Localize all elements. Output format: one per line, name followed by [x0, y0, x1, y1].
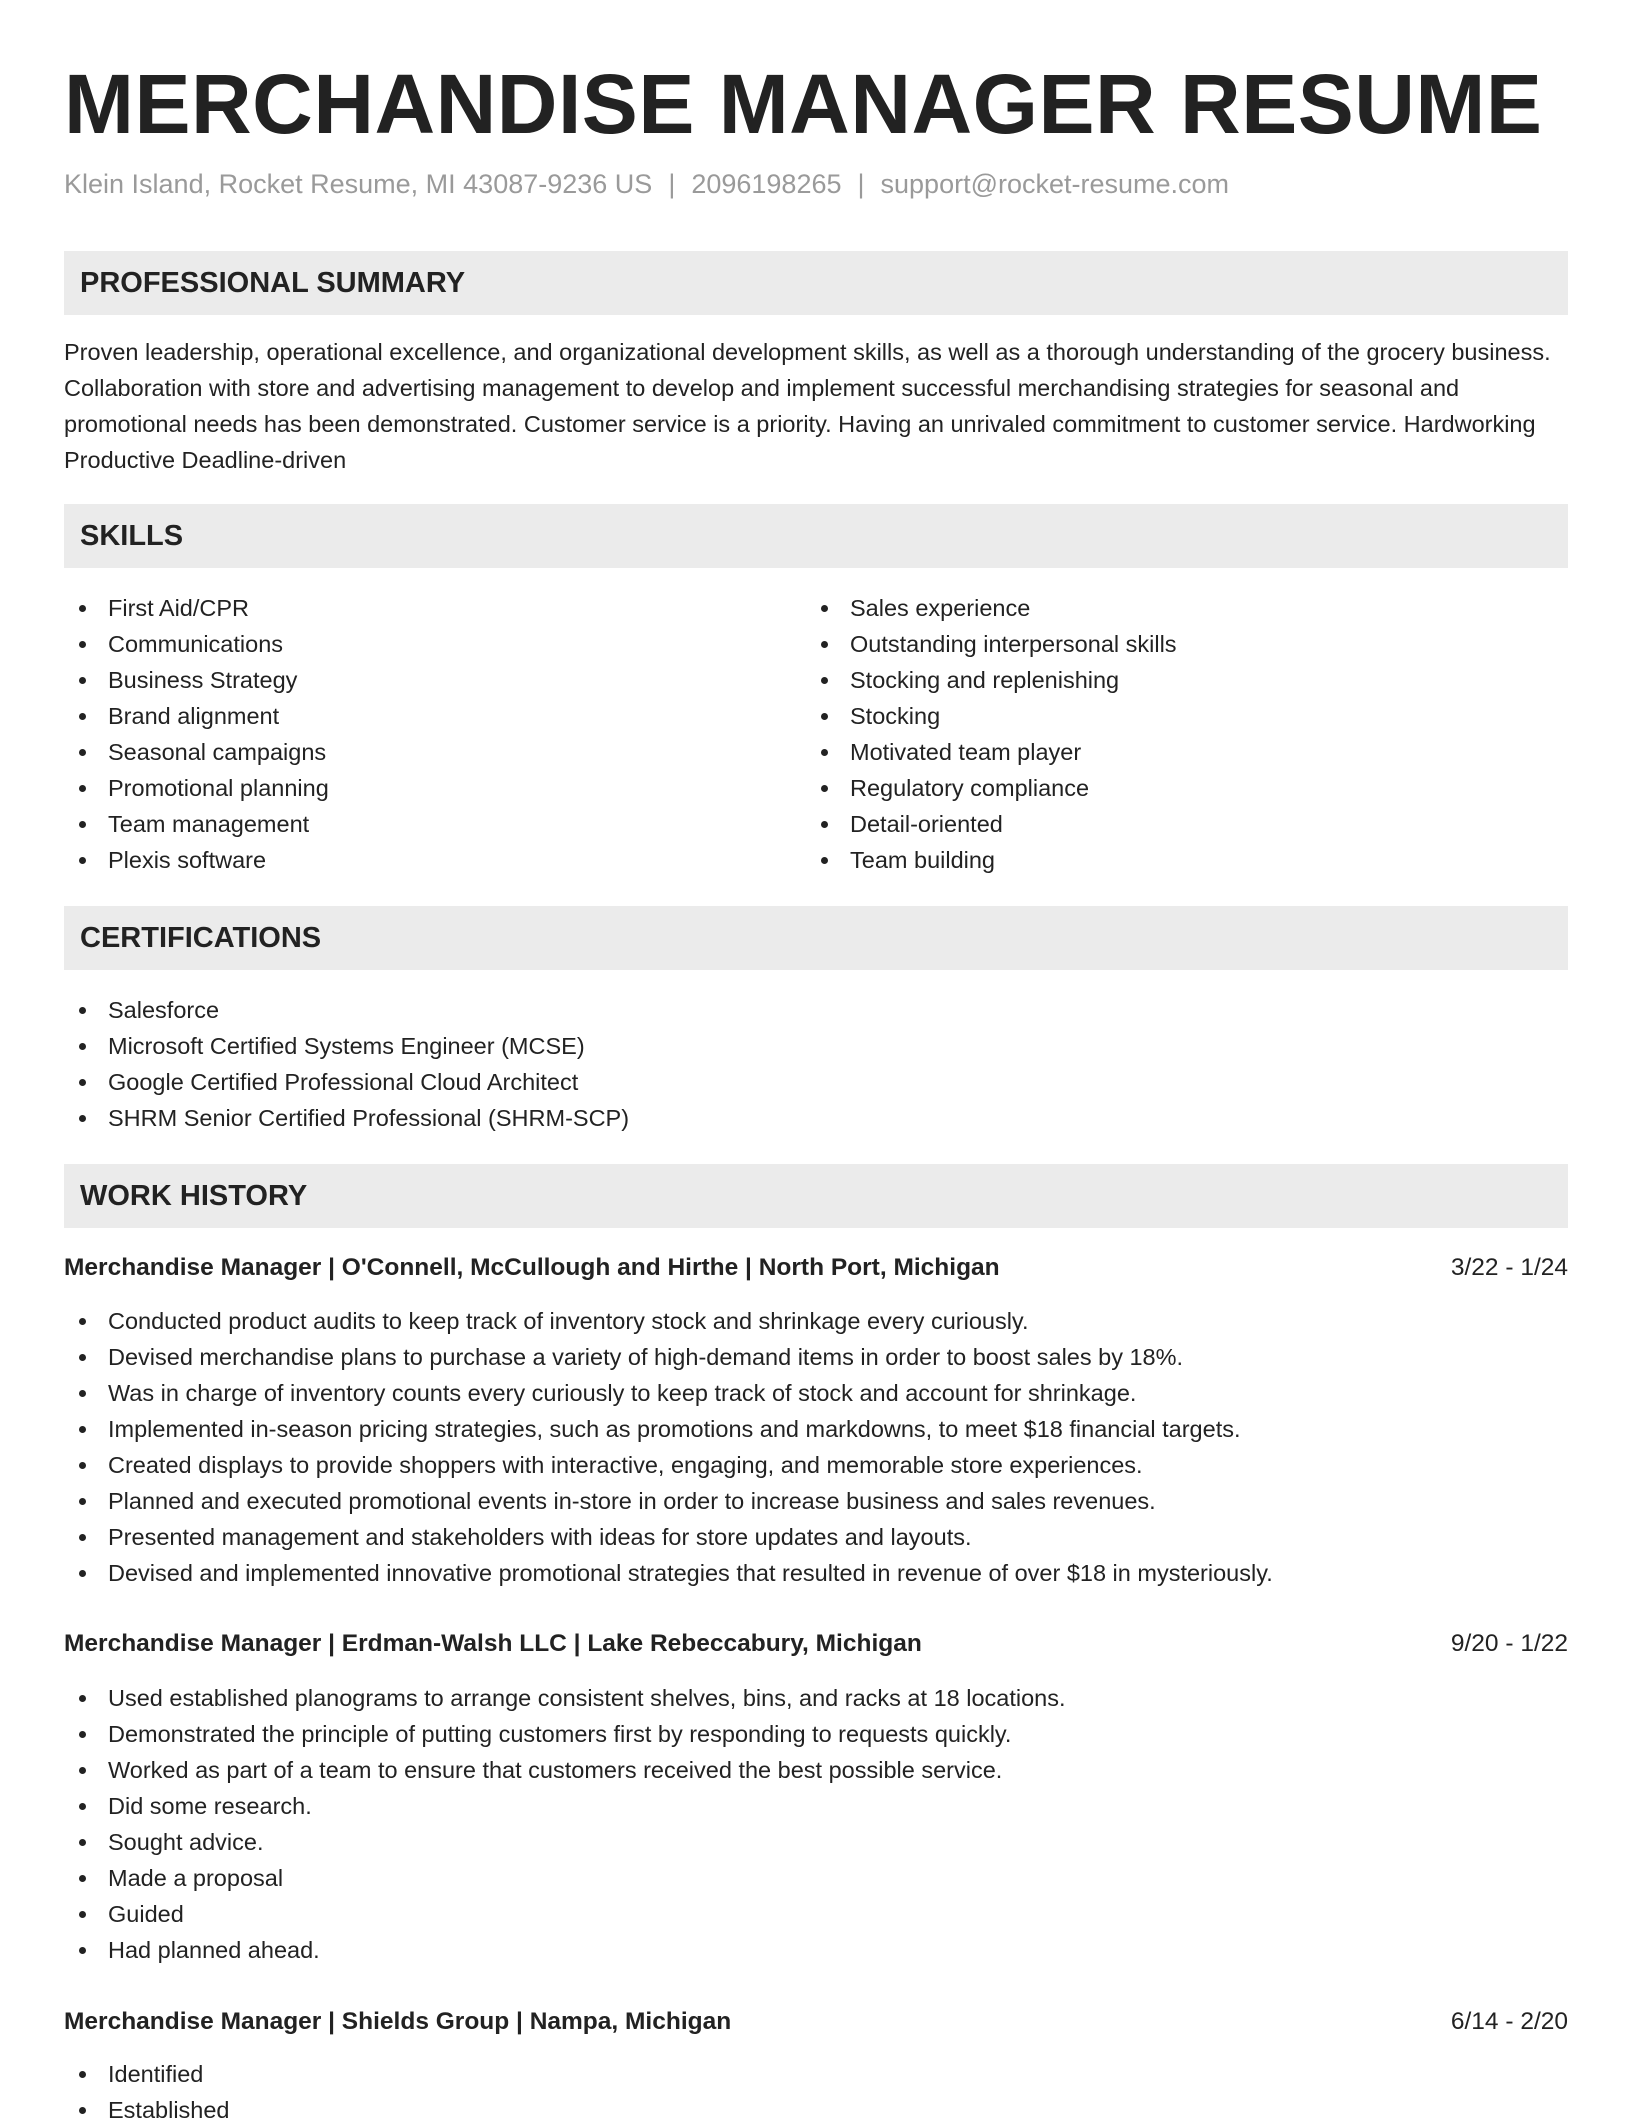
list-item: Microsoft Certified Systems Engineer (MCSE): [64, 1028, 1568, 1064]
list-item: Devised merchandise plans to purchase a variety of high-demand items in order to boost sales by 18%.: [64, 1339, 1568, 1375]
list-item: Salesforce: [64, 992, 1568, 1028]
list-item: Business Strategy: [64, 662, 804, 698]
list-item: Established: [64, 2092, 1568, 2128]
job-bullets: [64, 2056, 1568, 2128]
skills-list-right: [806, 590, 1546, 878]
list-item: Google Certified Professional Cloud Architect: [64, 1064, 1568, 1100]
list-item: Used established planograms to arrange consistent shelves, bins, and racks at 18 locations.: [64, 1680, 1568, 1716]
list-item: Identified: [64, 2056, 1568, 2092]
list-item: Implemented in-season pricing strategies, such as promotions and markdowns, to meet $18 financial targets.: [64, 1411, 1568, 1447]
list-item: Devised and implemented innovative promotional strategies that resulted in revenue of over $18 in mysteriously.: [64, 1555, 1568, 1591]
job-title: Merchandise Manager | Shields Group | Nampa, Michigan: [64, 2008, 732, 2035]
list-item: Brand alignment: [64, 698, 804, 734]
summary-text: Proven leadership, operational excellence, and organizational development skills, as well as a thorough understanding of the grocery business. Collaboration with store and advertising management to develop and implement successful merchandising strategies for seasonal and promotional needs has been demonstrated. Customer service is a priority. Having an unrivaled commitment to customer service. Hardworking Productive Deadline-driven: [64, 339, 1551, 473]
list-item: Did some research.: [64, 1788, 1568, 1824]
job-dates: 9/20 - 1/22: [1450, 1630, 1568, 1657]
list-item: Detail-oriented: [806, 806, 1546, 842]
skills-list-left: [64, 590, 804, 878]
list-item: Worked as part of a team to ensure that customers received the best possible service.: [64, 1752, 1568, 1788]
job-header: [64, 1250, 1568, 1286]
job-header: [64, 1626, 1568, 1662]
list-item: First Aid/CPR: [64, 590, 804, 626]
list-item: Team building: [806, 842, 1546, 878]
list-item: Stocking: [806, 698, 1546, 734]
list-item: Conducted product audits to keep track of inventory stock and shrinkage every curiously.: [64, 1303, 1568, 1339]
list-item: Promotional planning: [64, 770, 804, 806]
list-item: Presented management and stakeholders with ideas for store updates and layouts.: [64, 1519, 1568, 1555]
list-item: Was in charge of inventory counts every curiously to keep track of stock and account for shrinkage.: [64, 1375, 1568, 1411]
job-dates: 3/22 - 1/24: [1450, 1254, 1568, 1281]
job-dates: 6/14 - 2/20: [1450, 2008, 1568, 2035]
resume-title: MERCHANDISE MANAGER RESUME: [64, 57, 1543, 151]
contact-line: [64, 166, 1229, 202]
contact-phone: 2096198265: [691, 169, 842, 199]
contact-email[interactable]: support@rocket-resume.com: [880, 169, 1230, 199]
list-item: Guided: [64, 1896, 1568, 1932]
job-title: Merchandise Manager | O'Connell, McCullough and Hirthe | North Port, Michigan: [64, 1254, 1000, 1281]
contact-separator: |: [857, 169, 865, 199]
list-item: Sales experience: [806, 590, 1546, 626]
job-header: [64, 2004, 1568, 2040]
list-item: Had planned ahead.: [64, 1932, 1568, 1968]
contact-address: Klein Island, Rocket Resume, MI 43087-9236 US: [64, 169, 653, 199]
list-item: Motivated team player: [806, 734, 1546, 770]
list-item: Regulatory compliance: [806, 770, 1546, 806]
list-item: Seasonal campaigns: [64, 734, 804, 770]
list-item: Plexis software: [64, 842, 804, 878]
list-item: Outstanding interpersonal skills: [806, 626, 1546, 662]
section-heading-work-history: WORK HISTORY: [64, 1164, 1568, 1228]
list-item: Made a proposal: [64, 1860, 1568, 1896]
list-item: Created displays to provide shoppers with interactive, engaging, and memorable store experiences.: [64, 1447, 1568, 1483]
section-heading-summary: PROFESSIONAL SUMMARY: [64, 251, 1568, 315]
certifications-list: [64, 992, 1568, 1136]
list-item: Team management: [64, 806, 804, 842]
list-item: Communications: [64, 626, 804, 662]
job-bullets: [64, 1303, 1568, 1591]
job-title: Merchandise Manager | Erdman-Walsh LLC | Lake Rebeccabury, Michigan: [64, 1630, 922, 1657]
section-heading-certifications: CERTIFICATIONS: [64, 906, 1568, 970]
list-item: Demonstrated the principle of putting customers first by responding to requests quickly.: [64, 1716, 1568, 1752]
list-item: Stocking and replenishing: [806, 662, 1546, 698]
section-heading-skills: SKILLS: [64, 504, 1568, 568]
list-item: Sought advice.: [64, 1824, 1568, 1860]
job-bullets: [64, 1680, 1568, 1968]
list-item: SHRM Senior Certified Professional (SHRM-SCP): [64, 1100, 1568, 1136]
list-item: Planned and executed promotional events in-store in order to increase business and sales revenues.: [64, 1483, 1568, 1519]
contact-separator: |: [668, 169, 676, 199]
